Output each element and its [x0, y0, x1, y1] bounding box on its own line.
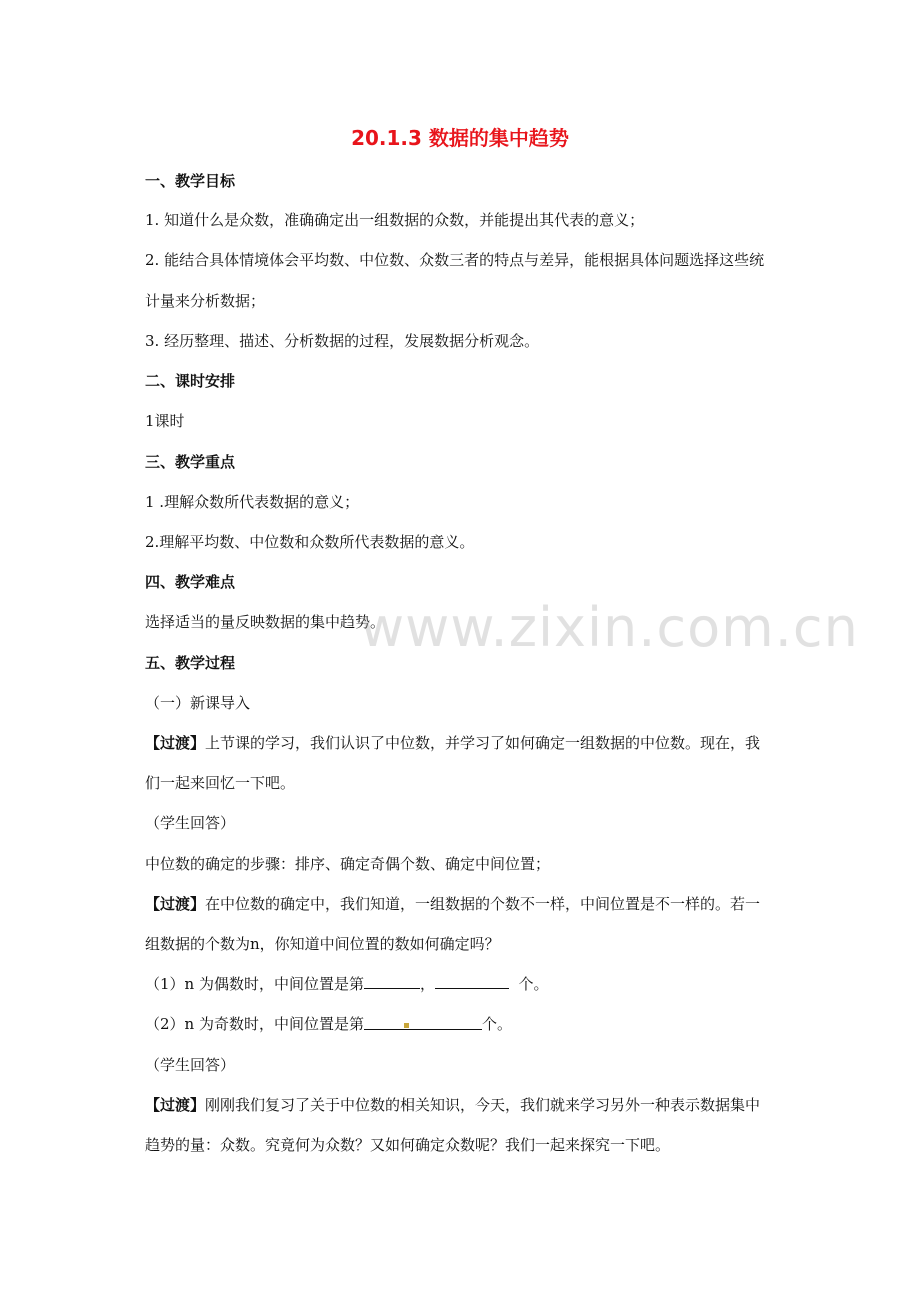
question-suffix: 个。 — [518, 975, 549, 993]
transition-tag: 【过渡】 — [145, 895, 206, 913]
transition-paragraph-1-continued: 们一起来回忆一下吧。 — [145, 774, 296, 792]
goal-item-3: 3. 经历整理、描述、分析数据的过程，发展数据分析观念。 — [145, 332, 540, 350]
student-answer-note: （学生回答） — [145, 814, 236, 832]
watermark: www.zixin.com.cn — [360, 596, 859, 659]
difficulty-text: 选择适当的量反映数据的集中趋势。 — [145, 613, 386, 631]
transition-paragraph-2 — [145, 893, 760, 914]
key-point-2: 2.理解平均数、中位数和众数所代表数据的意义。 — [145, 533, 475, 551]
question-text: （1）n 为偶数时，中间位置是第 — [145, 975, 364, 993]
transition-paragraph-2-continued: 组数据的个数为n，你知道中间位置的数如何确定吗？ — [145, 935, 500, 953]
transition-text: 在中位数的确定中，我们知道，一组数据的个数不一样，中间位置是不一样的。若一 — [205, 895, 761, 913]
blank-separator: ， — [419, 975, 435, 993]
answer-blank[interactable] — [364, 1015, 482, 1030]
subsection-intro: （一）新课导入 — [145, 694, 251, 712]
section-heading-key-points: 三、教学重点 — [145, 453, 236, 471]
transition-text: 上节课的学习，我们认识了中位数，并学习了如何确定一组数据的中位数。现在，我 — [205, 734, 761, 752]
schedule-text: 1课时 — [145, 412, 185, 430]
section-heading-process: 五、教学过程 — [145, 654, 236, 672]
answer-blank[interactable] — [364, 974, 420, 989]
transition-paragraph-3-continued: 趋势的量：众数。究竟何为众数？又如何确定众数呢？我们一起来探究一下吧。 — [145, 1136, 671, 1154]
question-suffix: 个。 — [481, 1015, 512, 1033]
transition-tag: 【过渡】 — [145, 1096, 206, 1114]
goal-item-2-continued: 计量来分析数据； — [145, 292, 266, 310]
transition-paragraph-3 — [145, 1094, 760, 1115]
goal-item-1: 1. 知道什么是众数，准确确定出一组数据的众数，并能提出其代表的意义； — [145, 211, 645, 229]
answer-blank[interactable] — [435, 974, 509, 989]
student-answer-note: （学生回答） — [145, 1056, 236, 1074]
page-title: 20.1.3 数据的集中趋势 — [351, 126, 569, 150]
key-point-1: 1 .理解众数所代表数据的意义； — [145, 493, 360, 511]
section-heading-schedule: 二、课时安排 — [145, 372, 236, 390]
question-odd — [145, 1013, 512, 1034]
section-heading-difficulty: 四、教学难点 — [145, 573, 236, 591]
question-text: （2）n 为奇数时，中间位置是第 — [145, 1015, 364, 1033]
question-even — [145, 973, 549, 994]
transition-text: 刚刚我们复习了关于中位数的相关知识，今天，我们就来学习另外一种表示数据集中 — [205, 1096, 761, 1114]
section-heading-goals: 一、教学目标 — [145, 172, 236, 190]
transition-tag: 【过渡】 — [145, 734, 206, 752]
goal-item-2: 2. 能结合具体情境体会平均数、中位数、众数三者的特点与差异，能根据具体问题选择这些统 — [145, 251, 765, 269]
transition-paragraph-1 — [145, 732, 760, 753]
marker-dot-icon — [404, 1023, 409, 1028]
median-steps: 中位数的确定的步骤：排序、确定奇偶个数、确定中间位置； — [145, 855, 551, 873]
